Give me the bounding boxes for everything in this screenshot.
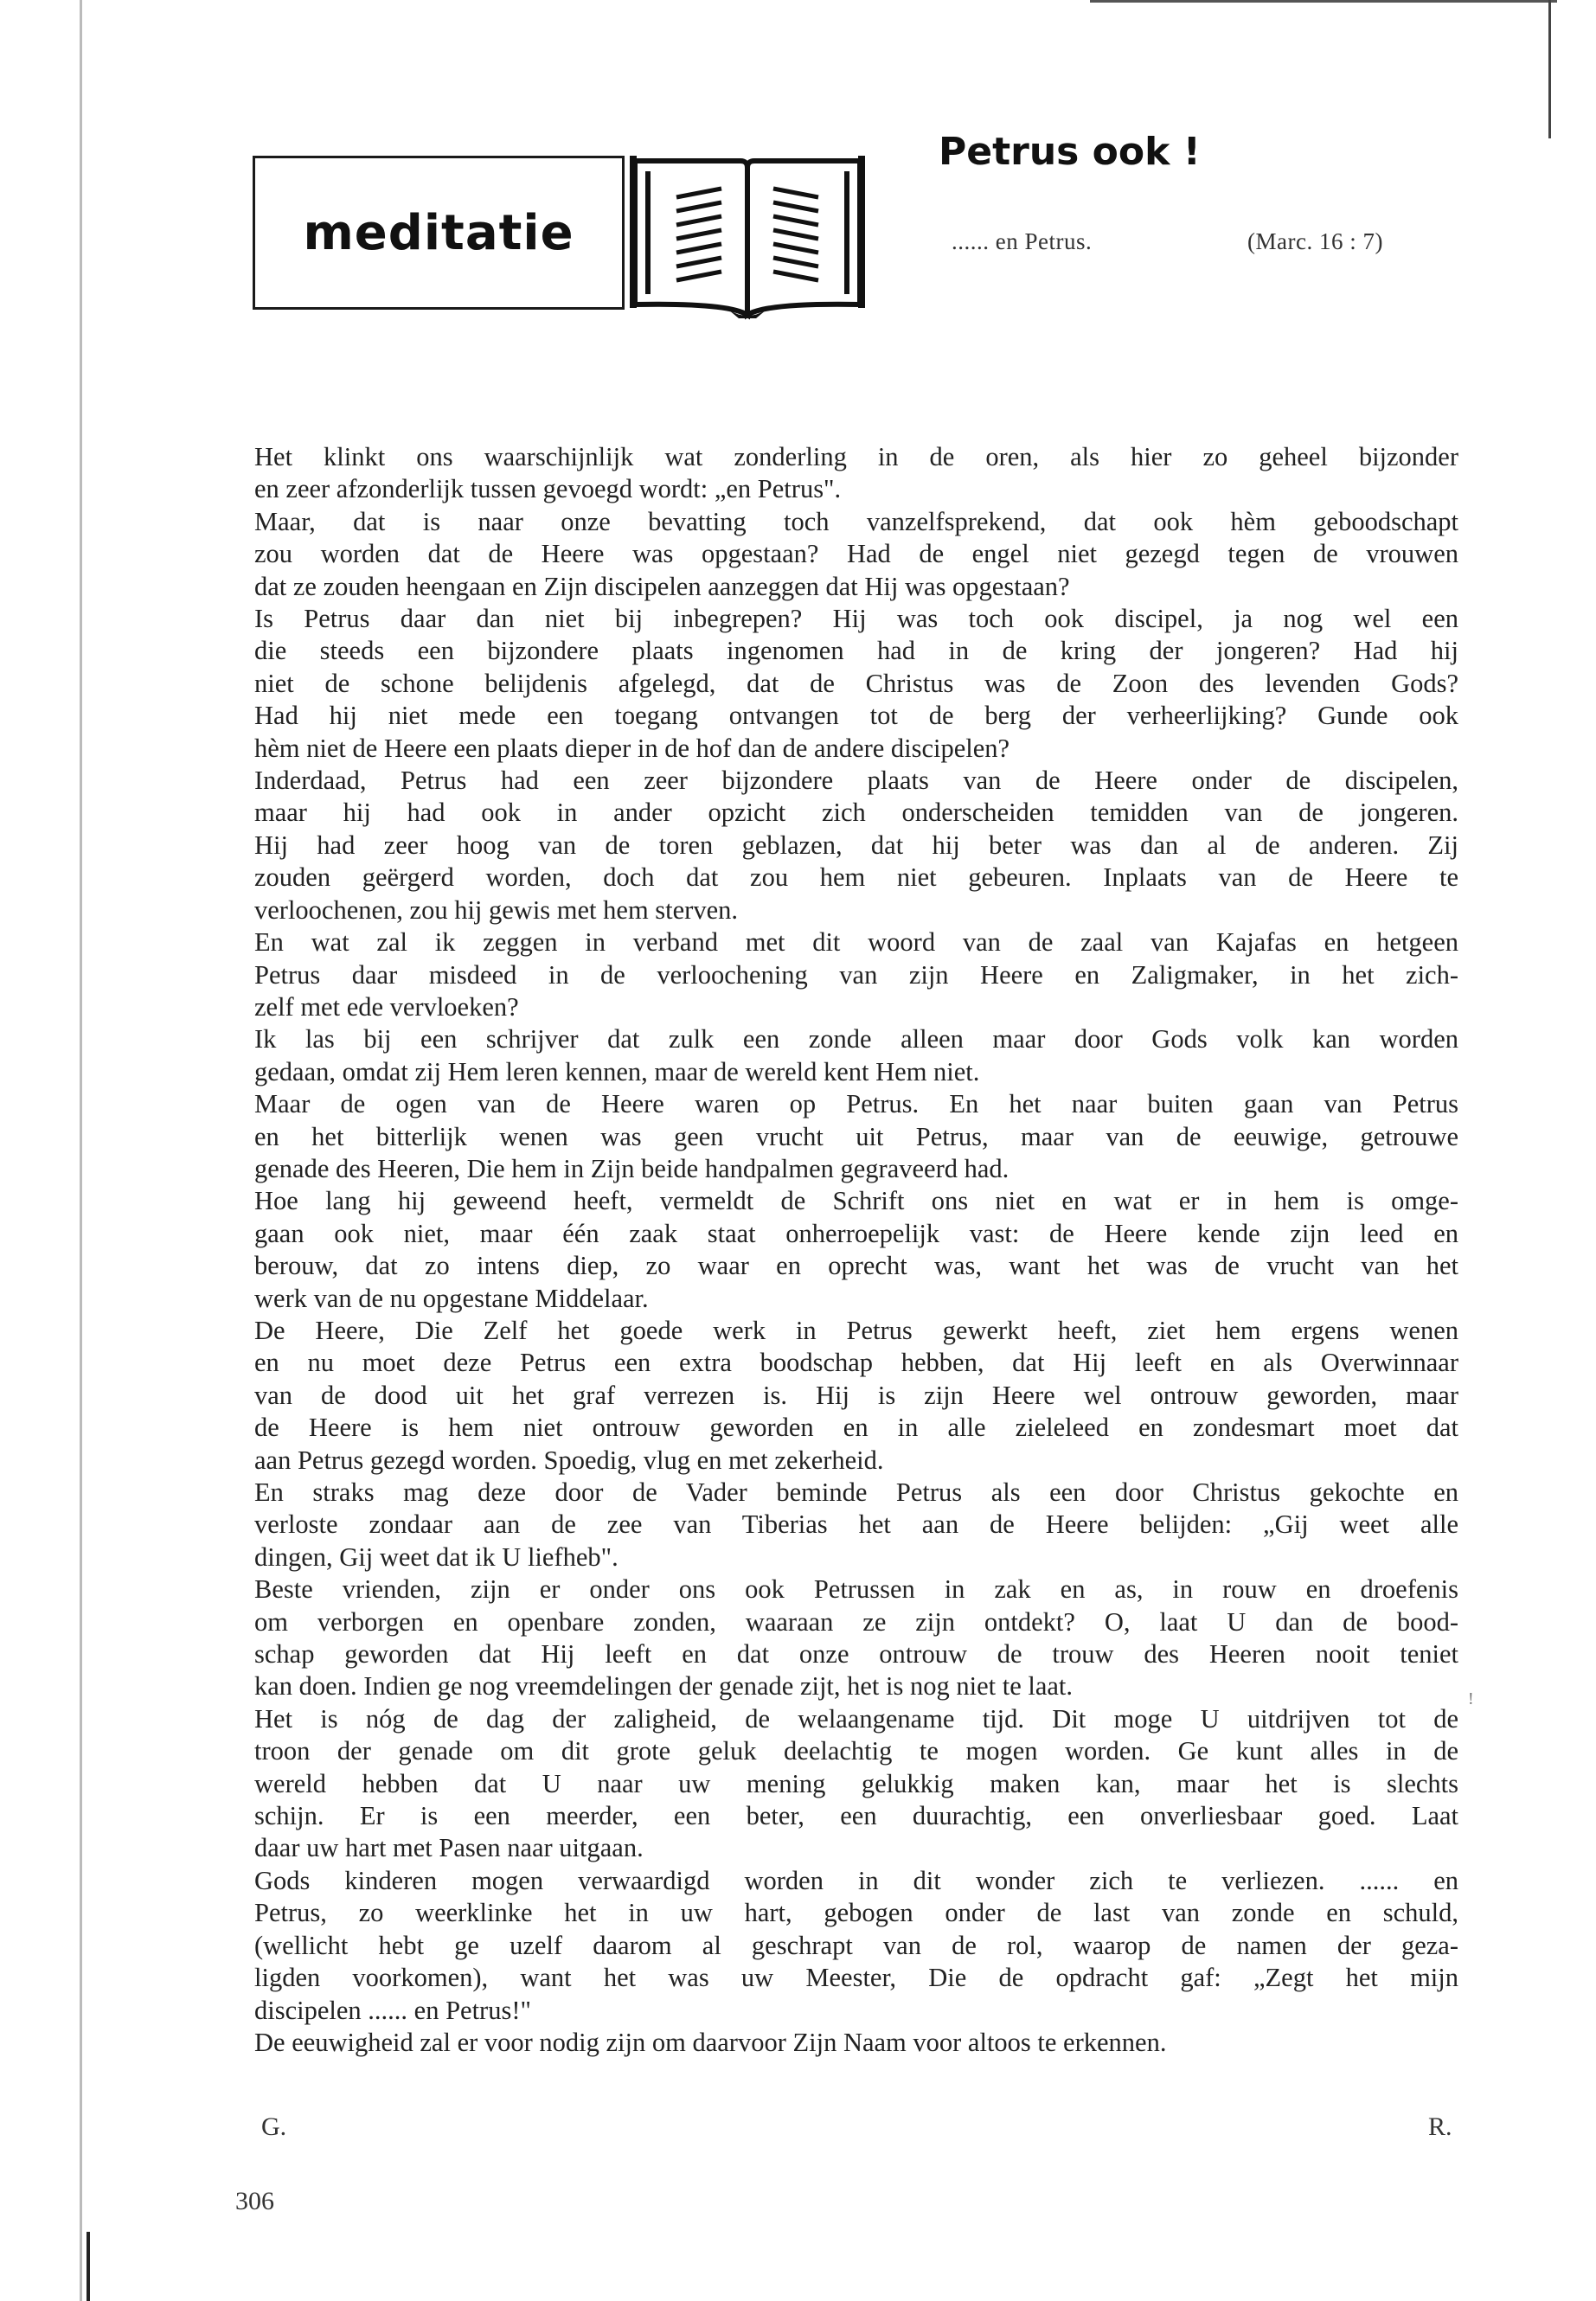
text-line: wereld hebben dat U naar uw mening gelukkig maken kan, maar het is slechts xyxy=(254,1768,1458,1798)
text-line: De eeuwigheid zal er voor nodig zijn om daarvoor Zijn Naam voor altoos te erkennen. xyxy=(254,2027,1167,2057)
text-line: (wellicht hebt ge uzelf daarom al geschrapt van de rol, waarop de namen der geza- xyxy=(254,1930,1458,1960)
signature-right: R. xyxy=(1428,2112,1452,2141)
text-line: En wat zal ik zeggen in verband met dit woord van de zaal van Kajafas en hetgeen xyxy=(254,927,1458,958)
scan-edge-top xyxy=(1090,0,1557,3)
text-line: Petrus, zo weerklinke het in uw hart, gebogen onder de last van zonde en schuld, xyxy=(254,1898,1458,1928)
text-line: Petrus daar misdeed in de verloochening van zijn Heere en Zaligmaker, in het zich- xyxy=(254,959,1458,990)
text-line: gaan ook niet, maar één zaak staat onherroepelijk vast: de Heere kende zijn leed en xyxy=(254,1218,1458,1248)
text-line: gedaan, omdat zij Hem leren kennen, maar de wereld kent Hem niet. xyxy=(254,1056,980,1086)
text-line: Inderdaad, Petrus had een zeer bijzondere plaats van de Heere onder de discipelen, xyxy=(254,766,1458,796)
text-line: dat ze zouden heengaan en Zijn discipelen aanzeggen dat Hij was opgestaan? xyxy=(254,571,1070,601)
text-line: en het bitterlijk wenen was geen vrucht uit Petrus, maar van de eeuwige, getrouwe xyxy=(254,1121,1458,1151)
text-line: zou worden dat de Heere was opgestaan? Had de engel niet gezegd tegen de vrouwen xyxy=(254,539,1458,569)
page-number: 306 xyxy=(235,2187,274,2215)
text-line: genade des Heeren, Die hem in Zijn beide handpalmen gegraveerd had. xyxy=(254,1153,1010,1183)
text-line: berouw, dat zo intens diep, zo waar en oprecht was, want het was de vrucht van het xyxy=(254,1251,1458,1281)
text-line: maar hij had ook in ander opzicht zich onderscheiden temidden van de jongeren. xyxy=(254,798,1458,828)
text-line: Hij had zeer hoog van de toren geblazen, dat hij beter was dan al de anderen. Zij xyxy=(254,830,1458,860)
text-line: hèm niet de Heere een plaats dieper in de hof dan de andere discipelen? xyxy=(254,733,1010,763)
text-line: Ik las bij een schrijver dat zulk een zonde alleen maar door Gods volk kan worden xyxy=(254,1024,1458,1054)
text-line: Hoe lang hij geweend heeft, vermeldt de Schrift ons niet en wat er in hem is omge- xyxy=(254,1186,1458,1216)
text-line: Is Petrus daar dan niet bij inbegrepen? Hij was toch ook discipel, ja nog wel een xyxy=(254,604,1458,634)
text-line: Het is nóg de dag der zaligheid, de welaangename tijd. Dit moge U uitdrijven tot de xyxy=(254,1703,1458,1734)
text-line: Gods kinderen mogen verwaardigd worden in dit wonder zich te verliezen. ...... en xyxy=(254,1865,1458,1895)
text-line: troon der genade om dit grote geluk deelachtig te mogen worden. Ge kunt alles in de xyxy=(254,1736,1458,1766)
text-line: En straks mag deze door de Vader beminde Petrus als een door Christus gekochte en xyxy=(254,1477,1458,1507)
text-line: aan Petrus gezegd worden. Spoedig, vlug en met zekerheid. xyxy=(254,1445,884,1475)
meditation-title: Petrus ook ! xyxy=(939,130,1201,174)
text-line: Het klinkt ons waarschijnlijk wat zonderling in de oren, als hier zo geheel bijzonder xyxy=(254,442,1458,471)
text-line: de Heere is hem niet ontrouw geworden en in alle zieleleed en zondesmart moet dat xyxy=(254,1413,1458,1443)
scan-edge-corner xyxy=(87,2232,90,2301)
text-line: om verborgen en openbare zonden, waaraan ze zijn ontdekt? O, laat U dan de bood- xyxy=(254,1606,1458,1637)
text-line: zouden geërgerd worden, doch dat zou hem niet gebeuren. Inplaats van de Heere te xyxy=(254,862,1458,893)
scan-edge-right xyxy=(1548,0,1551,138)
section-label-box xyxy=(253,156,625,310)
section-label: meditatie xyxy=(303,204,574,261)
text-line: schijn. Er is een meerder, een beter, een duurachtig, een onverliesbaar goed. Laat xyxy=(254,1801,1458,1831)
text-line: daar uw hart met Pasen naar uitgaan. xyxy=(254,1833,644,1863)
margin-mark: ! xyxy=(1468,1689,1474,1708)
meditation-body xyxy=(254,441,1458,2059)
text-line: schap geworden dat Hij leeft en dat onze ontrouw de trouw des Heeren nooit teniet xyxy=(254,1639,1458,1670)
text-line: Had hij niet mede een toegang ontvangen tot de berg der verheerlijking? Gunde ook xyxy=(254,701,1458,731)
verse-lead: ...... en Petrus. xyxy=(952,228,1093,254)
text-line: De Heere, Die Zelf het goede werk in Petrus gewerkt heeft, ziet hem ergens wenen xyxy=(254,1315,1458,1345)
verse-reference: (Marc. 16 : 7) xyxy=(1247,228,1383,254)
text-line: zelf met ede vervloeken? xyxy=(254,991,519,1022)
text-line: Beste vrienden, zijn er onder ons ook Petrussen in zak en as, in rouw en droefenis xyxy=(254,1574,1458,1605)
open-book-icon xyxy=(626,149,869,322)
text-line: en zeer afzonderlijk tussen gevoegd wordt: „en Petrus". xyxy=(254,474,842,504)
text-line: die steeds een bijzondere plaats ingenomen had in de kring der jongeren? Had hij xyxy=(254,636,1458,666)
text-line: verloochenen, zou hij gewis met hem sterven. xyxy=(254,894,738,925)
text-line: discipelen ...... en Petrus!" xyxy=(254,1995,531,2025)
text-line: van de dood uit het graf verrezen is. Hij is zijn Heere wel ontrouw geworden, maar xyxy=(254,1380,1458,1410)
text-line: Maar, dat is naar onze bevatting toch vanzelfsprekend, dat ook hèm geboodschapt xyxy=(254,506,1458,536)
signature-left: G. xyxy=(261,2112,287,2141)
text-line: verloste zondaar aan de zee van Tiberias het aan de Heere belijden: „Gij weet alle xyxy=(254,1509,1458,1540)
scan-edge-left xyxy=(80,0,82,2301)
text-line: dingen, Gij weet dat ik U liefheb". xyxy=(254,1541,619,1572)
text-line: werk van de nu opgestane Middelaar. xyxy=(254,1283,649,1313)
text-line: Maar de ogen van de Heere waren op Petrus. En het naar buiten gaan van Petrus xyxy=(254,1089,1458,1119)
text-line: niet de schone belijdenis afgelegd, dat de Christus was de Zoon des levenden Gods? xyxy=(254,668,1458,698)
text-line: kan doen. Indien ge nog vreemdelingen der genade zijt, het is nog niet te laat. xyxy=(254,1671,1074,1702)
text-line: ligden voorkomen), want het was uw Meester, Die de opdracht gaf: „Zegt het mijn xyxy=(254,1963,1458,1993)
text-line: en nu moet deze Petrus een extra boodschap hebben, dat Hij leeft en als Overwinnaar xyxy=(254,1348,1458,1378)
